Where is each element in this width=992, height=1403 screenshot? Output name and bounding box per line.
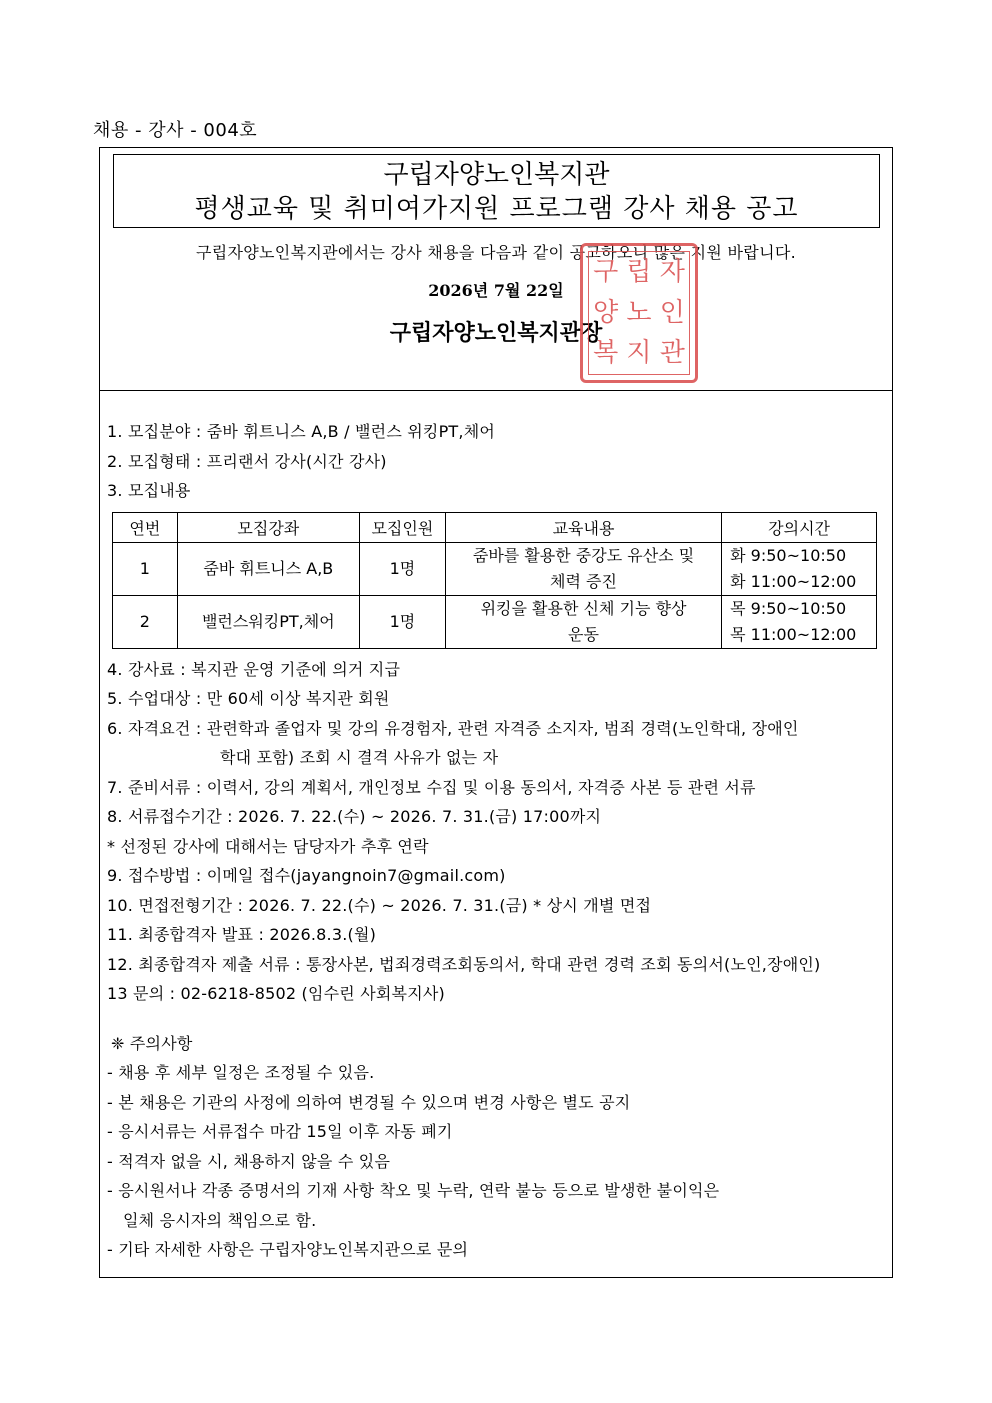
note-item: - 응시서류는 서류접수 마감 15일 이후 자동 폐기 bbox=[107, 1122, 453, 1141]
content-line: 줌바를 활용한 중강도 유산소 및 bbox=[472, 545, 695, 565]
item-documents: 7. 준비서류 : 이력서, 강의 계획서, 개인정보 수집 및 이용 동의서, 자격증 사본 등 관련 서류 bbox=[107, 777, 756, 797]
table-header: 교육내용 bbox=[445, 512, 721, 542]
time-slot: 화 9:50~10:50 bbox=[730, 545, 847, 565]
title-box bbox=[113, 154, 880, 228]
time-slot: 목 11:00~12:00 bbox=[730, 624, 857, 644]
table-header: 연번 bbox=[113, 512, 178, 542]
course-content bbox=[445, 542, 721, 595]
note-item: - 본 채용은 기관의 사정에 의하여 변경될 수 있으며 변경 사항은 별도 공지 bbox=[107, 1092, 631, 1112]
seal-char: 복 bbox=[593, 338, 619, 369]
notice-date: 2026년 7월 22일 bbox=[428, 281, 564, 300]
table-header-row bbox=[113, 512, 877, 542]
item-announcement: 11. 최종합격자 발표 : 2026.8.3.(월) bbox=[107, 925, 377, 944]
intro-text: 구립자양노인복지관에서는 강사 채용을 다음과 같이 공고하오니 많은 지원 바랍니다. bbox=[196, 243, 796, 262]
row-number: 1 bbox=[113, 542, 178, 595]
notice-body bbox=[107, 417, 887, 1265]
course-name: 밸런스워킹PT,체어 bbox=[177, 595, 359, 648]
item-recruit-field: 1. 모집분야 : 줌바 휘트니스 A,B / 밸런스 위킹PT,체어 bbox=[107, 422, 496, 441]
item-qualification: 6. 자격요건 : 관련학과 졸업자 및 강의 유경험자, 관련 자격증 소지자, 범죄 경력(노인학대, 장애인 bbox=[107, 718, 799, 738]
organization-title: 구립자양노인복지관 bbox=[383, 160, 610, 190]
item-qualification-cont: 학대 포함) 조회 시 결격 사유가 없는 자 bbox=[220, 748, 499, 767]
table-header: 모집강좌 bbox=[177, 512, 359, 542]
seal-char: 구 bbox=[593, 257, 619, 287]
item-recruit-content: 3. 모집내용 bbox=[107, 481, 191, 500]
seal-char: 립 bbox=[626, 257, 652, 287]
note-item: - 기타 자세한 사항은 구립자양노인복지관으로 문의 bbox=[107, 1240, 469, 1259]
item-application-period: 8. 서류접수기간 : 2026. 7. 22.(수) ~ 2026. 7. 31.(금) 17:00까지 bbox=[107, 807, 602, 826]
seal-char: 지 bbox=[626, 338, 652, 369]
director-name: 구립자양노인복지관장 bbox=[389, 321, 603, 346]
note-item: - 응시원서나 각종 증명서의 기재 사항 착오 및 누락, 연락 불능 등으로 발생한 불이익은 bbox=[107, 1181, 720, 1200]
note-item-cont: 일체 응시자의 책임으로 함. bbox=[123, 1210, 317, 1230]
table-row bbox=[113, 595, 877, 648]
content-line: 운동 bbox=[568, 624, 599, 644]
item-recruit-type: 2. 모집형태 : 프리랜서 강사(시간 강사) bbox=[107, 451, 387, 471]
official-seal-stamp bbox=[580, 243, 698, 383]
row-number: 2 bbox=[113, 595, 178, 648]
note-item: - 채용 후 세부 일정은 조정될 수 있음. bbox=[107, 1063, 375, 1082]
lecture-times bbox=[722, 595, 877, 648]
content-line: 체력 증진 bbox=[550, 571, 617, 591]
item-interview-period: 10. 면접전형기간 : 2026. 7. 22.(수) ~ 2026. 7. 31.(금) * 상시 개별 면접 bbox=[107, 895, 652, 915]
course-name: 줌바 휘트니스 A,B bbox=[177, 542, 359, 595]
course-content bbox=[445, 595, 721, 648]
recruit-count: 1명 bbox=[359, 595, 445, 648]
seal-char: 자 bbox=[659, 257, 685, 287]
table-header: 강의시간 bbox=[722, 512, 877, 542]
lecture-times bbox=[722, 542, 877, 595]
time-slot: 화 11:00~12:00 bbox=[730, 571, 857, 591]
notice-title: 평생교육 및 취미여가지원 프로그램 강사 채용 공고 bbox=[194, 194, 799, 224]
content-line: 위킹을 활용한 신체 기능 향상 bbox=[480, 598, 687, 618]
item-target: 5. 수업대상 : 만 60세 이상 복지관 회원 bbox=[107, 689, 390, 708]
notes-section bbox=[107, 1029, 887, 1265]
seal-char: 인 bbox=[659, 297, 685, 328]
item-final-documents: 12. 최종합격자 제출 서류 : 통장사본, 법죄경력조회동의서, 학대 관련 경력 조회 동의서(노인,장애인) bbox=[107, 954, 821, 974]
recruit-count: 1명 bbox=[359, 542, 445, 595]
note-item: - 적격자 없을 시, 채용하지 않을 수 있음 bbox=[107, 1151, 391, 1171]
notice-header bbox=[100, 148, 892, 391]
recruitment-table bbox=[112, 512, 877, 649]
item-fee: 4. 강사료 : 복지관 운영 기준에 의거 지급 bbox=[107, 659, 401, 679]
time-slot: 목 9:50~10:50 bbox=[730, 598, 847, 618]
item-contact-note: * 선정된 강사에 대해서는 담당자가 추후 연락 bbox=[107, 836, 429, 856]
item-application-method: 9. 접수방법 : 이메일 접수(jayangnoin7@gmail.com) bbox=[107, 866, 506, 885]
seal-char: 노 bbox=[626, 297, 652, 328]
table-row bbox=[113, 542, 877, 595]
table-header: 모집인원 bbox=[359, 512, 445, 542]
notes-heading: ❈ 주의사항 bbox=[111, 1033, 193, 1053]
seal-char: 양 bbox=[593, 297, 619, 328]
seal-char: 관 bbox=[659, 338, 685, 369]
item-inquiry: 13 문의 : 02-6218-8502 (임수린 사회복지사) bbox=[107, 984, 445, 1003]
document-number: 채용 - 강사 - 004호 bbox=[93, 120, 258, 141]
